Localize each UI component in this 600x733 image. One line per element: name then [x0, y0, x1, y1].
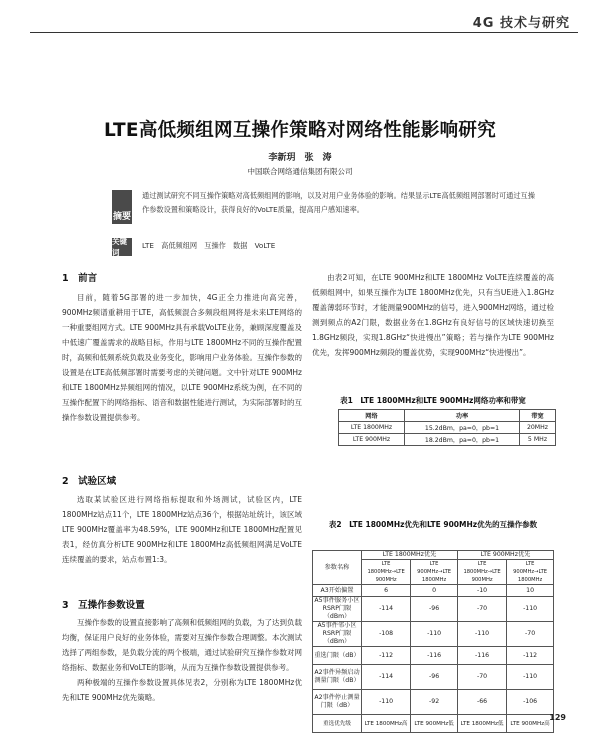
paragraph: 互操作参数的设置直接影响了高频和低频组网的负载，为了达到负载均衡，保证用户良好的业务体验，需要对互操作参数合理调整。本次测试选择了两组参数，是负载分流的两个极端，通过试验研究互操作参数对网络指标、数据业务和VoLTE的影响，从而为互操作参数设置提供参考。 — [62, 618, 302, 672]
paragraph: 目前，随着5G部署的进一步加快，4G正全力推进向高完善，900MHz频谱重耕用于LTE，高低频混合多频段组网将是未来LTE网络的一种重要组网方式。LTE 900MHz具有承载VoLTE业务，兼顾深度覆盖及中低速广覆盖需求的战略目标，作用与LTE 1800MHz不同的互操作配置时，高频和低频系统负载及业务变化，影响用户业务体验。互操作参数的设置是在LTE高低频部署时需要考虑的关键问题。文中针对LTE 900MHz和LTE 1800MHz异频组网的情况，以LTE 900MHz系统为例，在不同的互操作配置下的网络指标、语音和数据性能进行测试，为实际部署时的互操作参数设置提供参考。 — [62, 293, 302, 422]
table2-caption: 表2 LTE 1800MHz优先和LTE 900MHz优先的互操作参数 — [328, 520, 538, 529]
table-cell: A2事件异频启动测量门限（dB） — [313, 665, 362, 690]
table2-param-header: 参数名称 — [313, 551, 362, 585]
table-cell: -114 — [362, 665, 411, 690]
table-row — [339, 434, 556, 446]
table-cell: -114 — [362, 597, 411, 622]
table-cell: -110 — [362, 690, 411, 715]
table2-sub-header: LTE 1800MHz→LTE 900MHz — [362, 560, 411, 585]
table2-sub-header: LTE 900MHz→LTE 1800MHz — [411, 560, 458, 585]
table-cell: LTE 1800MHz — [339, 422, 405, 434]
table-row — [313, 647, 554, 665]
table-cell: A3开始偏置 — [313, 585, 362, 597]
table-cell: -112 — [507, 647, 554, 665]
abstract-label: 摘要 — [112, 190, 132, 224]
page-number: 129 — [549, 713, 566, 722]
table-row — [313, 585, 554, 597]
table-cell: 18.2dBm，pa=0，pb=1 — [404, 434, 519, 446]
header-divider — [30, 32, 578, 33]
table1 — [338, 409, 556, 446]
table-cell: 5 MHz — [520, 434, 556, 446]
table-cell: -110 — [507, 665, 554, 690]
abstract-text: 通过测试研究不同互操作策略对高低频组网的影响，以及对用户业务体验的影响。结果显示LTE高低频组网部署时可通过互操作参数设置和策略设计，获得良好的VoLTE质量，提高用户感知速率。 — [142, 191, 535, 214]
table1-header: 带宽 — [520, 410, 556, 422]
table-cell: A2事件停止测量门限（dB） — [313, 690, 362, 715]
table-cell: -66 — [457, 690, 506, 715]
table-cell: LTE 1800MHz高 — [362, 715, 411, 733]
table-row — [313, 690, 554, 715]
table-cell: LTE 1800MHz低 — [457, 715, 506, 733]
strategy-body — [312, 270, 554, 360]
intro-body — [62, 290, 302, 425]
table-row — [313, 597, 554, 622]
table-cell: 6 — [362, 585, 411, 597]
table2-group-header: LTE 900MHz优先 — [457, 551, 553, 560]
table-cell: 重选门限（dB） — [313, 647, 362, 665]
table-cell: -96 — [411, 665, 458, 690]
table-cell: -116 — [411, 647, 458, 665]
table-cell: -110 — [507, 597, 554, 622]
table-cell: -110 — [457, 622, 506, 647]
table2-sub-header: LTE 900MHz→LTE 1800MHz — [507, 560, 554, 585]
table-cell: -116 — [457, 647, 506, 665]
table-cell: -10 — [457, 585, 506, 597]
table1-caption: 表1 LTE 1800MHz和LTE 900MHz网络功率和带宽 — [340, 396, 526, 405]
table2-group-header: LTE 1800MHz优先 — [362, 551, 458, 560]
table-cell: -108 — [362, 622, 411, 647]
table-row — [313, 622, 554, 647]
paragraph: 由表2可知，在LTE 900MHz和LTE 1800MHz VoLTE连续覆盖的高低频组网中，如果互操作为LTE 1800MHz优先，只有当UE进入1.8GHz覆盖薄弱环节时，才能测量900MHz的信号，进入900MHz网络，通过检测到频点的A2门限，数据业务在1.8GHz有良好信号的区域快速切换至1.8GHz频段，实现1.8GHz“快进慢出”策略；若与操作为LTE 900MHz优先，发挥900MHz频段的覆盖优势，实现900MHz“快进慢出”。 — [312, 273, 554, 357]
paper-title: LTE高低频组网互操作策略对网络性能影响研究 — [103, 120, 497, 141]
table-cell: 0 — [411, 585, 458, 597]
table1-header: 网络 — [339, 410, 405, 422]
table-cell: A5事件邻小区RSRP门限（dBm） — [313, 622, 362, 647]
table-cell: LTE 900MHz低 — [411, 715, 458, 733]
table-cell: LTE 900MHz高 — [507, 715, 554, 733]
table-cell: 10 — [507, 585, 554, 597]
paper-affiliation: 中国联合网络通信集团有限公司 — [247, 167, 353, 176]
table-cell: -70 — [457, 597, 506, 622]
table-cell: 15.2dBm，pa=0，pb=1 — [404, 422, 519, 434]
table-cell: -70 — [457, 665, 506, 690]
section-heading-test-area: 2 试验区域 — [62, 476, 117, 487]
table-cell: -106 — [507, 690, 554, 715]
table1-header: 功率 — [404, 410, 519, 422]
table-cell: A5事件服务小区RSRP门限（dBm） — [314, 597, 360, 620]
table-cell: -70 — [507, 622, 554, 647]
table-cell: -112 — [362, 647, 411, 665]
journal-section-title: 4G 技术与研究 — [472, 16, 570, 31]
table-cell: -96 — [411, 597, 458, 622]
table-cell: 重选优先级 — [313, 715, 362, 733]
section-heading-intro: 1 前言 — [62, 273, 98, 284]
table2 — [312, 550, 554, 733]
paper-authors: 李新玥 张 涛 — [268, 153, 332, 163]
table-row — [339, 422, 556, 434]
paragraph: 两种极端的互操作参数设置具体见表2，分别称为LTE 1800MHz优先和LTE 900MHz优先策略。 — [62, 678, 302, 702]
table2-sub-header: LTE 1800MHz→LTE 900MHz — [457, 560, 506, 585]
table-row — [313, 665, 554, 690]
keywords-label: 关键词 — [112, 238, 132, 256]
keywords-text: LTE 高低频组网 互操作 数据 VoLTE — [142, 241, 276, 250]
table-cell: -92 — [411, 690, 458, 715]
table-cell: 20MHz — [520, 422, 556, 434]
paragraph: 选取某试验区进行网络指标提取和外场测试，试验区内，LTE 1800MHz站点11个，LTE 1800MHz站点36个，根据站址统计，该区域LTE 900MHz覆盖率为48.59%，LTE 900MHz和LTE 1800MHz配置见表1，经仿真分析LTE 900MHz和LTE 1800MHz高低频组网满足VoLTE连续覆盖的要求，站点布置1:3。 — [62, 495, 302, 564]
table-cell: LTE 900MHz — [339, 434, 405, 446]
table-cell: -110 — [411, 622, 458, 647]
test-area-body — [62, 492, 302, 567]
section-heading-params: 3 互操作参数设置 — [62, 600, 145, 611]
params-body — [62, 615, 302, 705]
